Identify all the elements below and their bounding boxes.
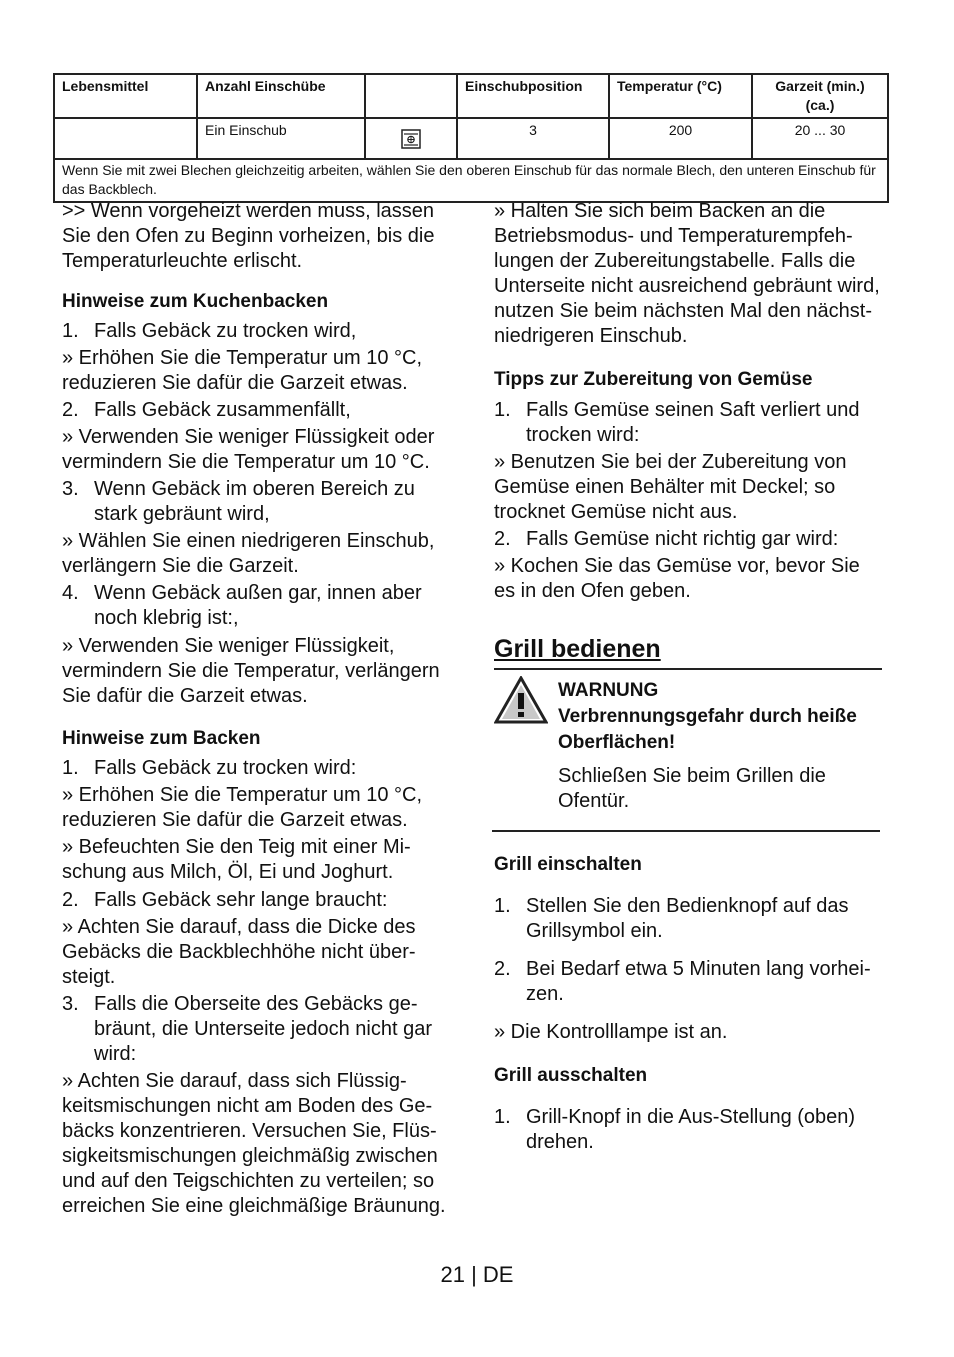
list-text: Falls Gemüse nicht richtig gar wird: [526, 528, 839, 550]
warning-title: Verbrennungsgefahr durch heiße Oberflächen! [558, 706, 857, 753]
table-note: Wenn Sie mit zwei Blechen gleichzeitig arbeiten, wählen Sie den oberen Einschub für das normale Blech, den unteren Einschub für das Backblech. [54, 159, 888, 202]
list-number: 1. [494, 895, 511, 917]
warning-box [494, 670, 884, 830]
left-column [62, 199, 454, 1219]
tip-paragraph: » Die Kontrolllampe ist an. [494, 1021, 728, 1043]
list-text: Stellen Sie den Bedienknopf auf das Grillsymbol ein. [526, 895, 849, 942]
table-note-row [54, 159, 888, 202]
grill-title: Grill bedienen [494, 635, 661, 663]
tip-paragraph: » Befeuchten Sie den Teig mit einer Mi-schung aus Milch, Öl, Ei und Joghurt. [62, 836, 411, 883]
table-row [54, 118, 888, 159]
list-text: Wenn Gebäck außen gar, innen aber noch klebrig ist:, [94, 582, 422, 629]
section-heading: Hinweise zum Backen [62, 728, 261, 749]
list-item [494, 398, 884, 450]
list-item [62, 756, 454, 783]
list-number: 2. [62, 399, 79, 421]
list-number: 1. [494, 1106, 511, 1128]
header-cell: Temperatur (°C) [609, 74, 752, 118]
settings-table [53, 73, 889, 203]
tip-paragraph: » Kochen Sie das Gemüse vor, bevor Sie es in den Ofen geben. [494, 555, 860, 602]
list-text: Falls Gebäck zusammenfällt, [94, 399, 351, 421]
list-number: 4. [62, 582, 79, 604]
table-cell: 200 [609, 118, 752, 159]
list-item [494, 527, 884, 554]
tip-paragraph: » Verwenden Sie weniger Flüssigkeit, vermindern Sie die Temperatur, verlängern Sie dafür die Garzeit etwas. [62, 635, 440, 707]
table-cell: 20 ... 30 [752, 118, 888, 159]
list-text: Falls Gemüse seinen Saft verliert und trocken wird: [526, 399, 860, 446]
list-number: 1. [494, 399, 511, 421]
list-text: Falls Gebäck zu trocken wird: [94, 757, 357, 779]
table-cell [365, 118, 457, 159]
tip-paragraph: » Achten Sie darauf, dass die Dicke des Gebäcks die Backblechhöhe nicht über-steigt. [62, 916, 416, 988]
header-cell: Anzahl Einschübe [197, 74, 365, 118]
list-item [62, 888, 454, 915]
tip-paragraph: » Erhöhen Sie die Temperatur um 10 °C, reduzieren Sie dafür die Garzeit etwas. [62, 347, 423, 394]
list-text: Bei Bedarf etwa 5 Minuten lang vorhei-zen. [526, 958, 871, 1005]
list-text: Wenn Gebäck im oberen Bereich zu stark gebräunt wird, [94, 478, 415, 525]
section-heading: Tipps zur Zubereitung von Gemüse [494, 369, 813, 390]
list-number: 2. [62, 889, 79, 911]
table-cell: 3 [457, 118, 609, 159]
list-text: Falls Gebäck zu trocken wird, [94, 320, 357, 342]
list-text: Falls die Oberseite des Gebäcks ge-bräunt, die Unterseite jedoch nicht gar wird: [94, 993, 432, 1065]
list-item [62, 581, 454, 634]
warning-text-block [558, 678, 884, 814]
list-number: 3. [62, 478, 79, 500]
table-cell: Ein Einschub [197, 118, 365, 159]
list-item [62, 319, 454, 346]
header-cell: Garzeit (min.) (ca.) [752, 74, 888, 118]
section-heading: Hinweise zum Kuchenbacken [62, 291, 329, 312]
list-number: 1. [62, 757, 79, 779]
list-number: 3. [62, 993, 79, 1015]
divider [492, 830, 880, 832]
right-column [494, 199, 884, 1155]
page-number: 21 | DE [440, 1262, 514, 1287]
list-number: 1. [62, 320, 79, 342]
warning-text: Schließen Sie beim Grillen die Ofentür. [558, 765, 826, 812]
tip-paragraph: » Achten Sie darauf, dass sich Flüssig-keitsmischungen nicht am Boden des Ge-bäcks konzentrieren. Versuchen Sie, Flüs-sigkeitsmischungen gleichmäßig zwischen und auf den Teigschichten zu verteilen; so erreichen Sie eine gleichmäßige Bräunung. [62, 1070, 446, 1217]
table-header-row [54, 74, 888, 118]
list-item [494, 1105, 884, 1155]
list-item [494, 894, 884, 957]
tip-paragraph: » Wählen Sie einen niedrigeren Einschub, verlängern Sie die Garzeit. [62, 530, 435, 577]
oven-fan-heater-icon [401, 129, 421, 149]
list-item [494, 957, 884, 1020]
tip-paragraph: » Erhöhen Sie die Temperatur um 10 °C, reduzieren Sie dafür die Garzeit etwas. [62, 784, 423, 831]
tip-paragraph: » Benutzen Sie bei der Zubereitung von Gemüse einen Behälter mit Deckel; so trocknet Gemüse nicht aus. [494, 451, 847, 523]
list-number: 2. [494, 528, 511, 550]
tip-paragraph: » Verwenden Sie weniger Flüssigkeit oder vermindern Sie die Temperatur um 10 °C. [62, 426, 435, 473]
section-heading: Grill einschalten [494, 854, 642, 875]
list-item [62, 477, 454, 529]
list-text: Grill-Knopf in die Aus-Stellung (oben) drehen. [526, 1106, 856, 1153]
warning-label: WARNUNG [558, 680, 659, 701]
list-item [62, 398, 454, 425]
section-heading: Grill ausschalten [494, 1065, 648, 1086]
list-number: 2. [494, 958, 511, 980]
intro-paragraph: » Halten Sie sich beim Backen an die Betriebsmodus- und Temperaturempfeh-lungen der Zubereitungstabelle. Falls die Unterseite nicht ausreichend gebräunt wird, nutzen Sie beim nächsten Mal den nächst-niedrigeren Einschub. [494, 200, 880, 347]
warning-triangle-icon [494, 676, 548, 724]
header-cell [365, 74, 457, 118]
list-text: Falls Gebäck sehr lange braucht: [94, 889, 388, 911]
list-item [62, 992, 454, 1069]
header-cell: Einschubposition [457, 74, 609, 118]
table-cell [54, 118, 197, 159]
intro-paragraph: >> Wenn vorgeheizt werden muss, lassen Sie den Ofen zu Beginn vorheizen, bis die Temperaturleuchte erlischt. [62, 200, 435, 272]
header-cell: Lebensmittel [54, 74, 197, 118]
